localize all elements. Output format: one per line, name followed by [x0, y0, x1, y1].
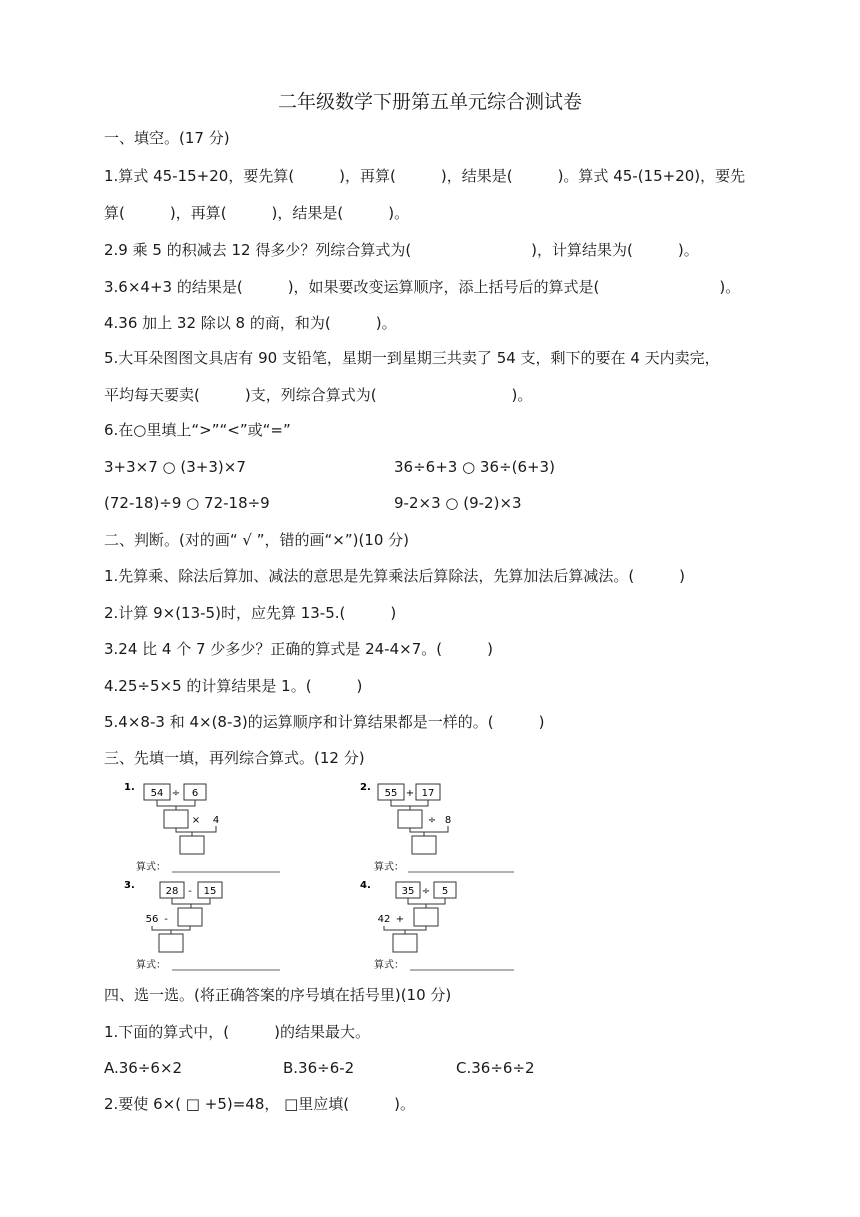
- formula-label: 算式：: [136, 960, 166, 971]
- calc-diagram-2: [358, 778, 518, 878]
- diagram-operand-b: 5: [441, 886, 449, 897]
- choice-option-b: B.36÷6-2: [283, 1059, 355, 1077]
- judge-item: 4.25÷5×5 的计算结果是 1。( ): [104, 677, 363, 695]
- diagram-number: 2.: [360, 782, 371, 793]
- choice-option-c: C.36÷6÷2: [456, 1059, 535, 1077]
- fill-q5-line1: 5.大耳朵图图文具店有 90 支铅笔，星期一到星期三共卖了 54 支，剩下的要在 4 天内卖完，: [104, 349, 720, 367]
- compare-item: 9-2×3 ○ (9-2)×3: [394, 494, 522, 512]
- compare-item: (72-18)÷9 ○ 72-18÷9: [104, 494, 270, 512]
- diagram-number: 1.: [124, 782, 135, 793]
- diagram-operand-a: 35: [401, 886, 415, 897]
- calc-diagram-3: [122, 876, 282, 976]
- diagram-operand-b: 15: [203, 886, 217, 897]
- judge-item: 3.24 比 4 个 7 少多少？正确的算式是 24-4×7。( ): [104, 640, 493, 658]
- formula-label: 算式：: [136, 862, 166, 873]
- fill-q3: 3.6×4+3 的结果是( )，如果要改变运算顺序，添上括号后的算式是( )。: [104, 278, 741, 296]
- fill-q1-line2: 算( )，再算( )，结果是( )。: [104, 204, 410, 222]
- diagram-operand-a: 54: [150, 788, 164, 799]
- diagram-op2: +: [395, 914, 405, 925]
- diagram-number: 4.: [360, 880, 371, 891]
- fill-q2: 2.9 乘 5 的积减去 12 得多少？列综合算式为( )，计算结果为( )。: [104, 241, 699, 259]
- choice-option-a: A.36÷6×2: [104, 1059, 183, 1077]
- diagram-op1: ÷: [421, 886, 431, 897]
- calc-diagram-4: [358, 876, 518, 976]
- diagram-op2: ×: [191, 815, 201, 826]
- formula-label: 算式：: [374, 960, 404, 971]
- judge-item: 5.4×8-3 和 4×(8-3)的运算顺序和计算结果都是一样的。( ): [104, 713, 545, 731]
- section1-heading: 一、填空。(17 分): [104, 129, 230, 147]
- diagram-operand-a: 55: [384, 788, 398, 799]
- formula-label: 算式：: [374, 862, 404, 873]
- judge-item: 2.计算 9×(13-5)时，应先算 13-5.( ): [104, 604, 397, 622]
- diagram-operand-c: 56: [145, 914, 159, 925]
- section4-heading: 四、选一选。(将正确答案的序号填在括号里)(10 分): [104, 986, 452, 1004]
- diagram-operand-b: 17: [421, 788, 435, 799]
- diagram-operand-c: 4: [212, 815, 220, 826]
- diagram-number: 3.: [124, 880, 135, 891]
- section2-heading: 二、判断。(对的画“ √ ”，错的画“×”)(10 分): [104, 531, 410, 549]
- diagram-op1: -: [188, 886, 192, 897]
- diagram-operand-c: 42: [377, 914, 391, 925]
- fill-q1-line1: 1.算式 45-15+20，要先算( )，再算( )，结果是( )。算式 45-(15+20)，要先: [104, 167, 746, 185]
- compare-item: 36÷6+3 ○ 36÷(6+3): [394, 458, 555, 476]
- diagram-operand-a: 28: [165, 886, 179, 897]
- diagram-op2: -: [164, 914, 168, 925]
- page-title: 二年级数学下册第五单元综合测试卷: [277, 91, 582, 113]
- section3-heading: 三、先填一填，再列综合算式。(12 分): [104, 749, 365, 767]
- choice-q1: 1.下面的算式中，( )的结果最大。: [104, 1023, 371, 1041]
- diagram-operand-c: 8: [444, 815, 452, 826]
- diagram-operand-b: 6: [191, 788, 199, 799]
- diagram-op2: ÷: [427, 815, 437, 826]
- judge-item: 1.先算乘、除法后算加、减法的意思是先算乘法后算除法，先算加法后算减法。( ): [104, 567, 686, 585]
- calc-diagram-1: [122, 778, 282, 878]
- choice-q2: 2.要使 6×( □ +5)=48， □里应填( )。: [104, 1095, 416, 1113]
- diagram-op1: +: [405, 788, 415, 799]
- compare-item: 3+3×7 ○ (3+3)×7: [104, 458, 246, 476]
- diagram-op1: ÷: [171, 788, 181, 799]
- fill-q5-line2: 平均每天要卖( )支，列综合算式为( )。: [104, 386, 533, 404]
- fill-q6: 6.在○里填上“>”“<”或“=”: [104, 421, 291, 439]
- fill-q4: 4.36 加上 32 除以 8 的商，和为( )。: [104, 314, 397, 332]
